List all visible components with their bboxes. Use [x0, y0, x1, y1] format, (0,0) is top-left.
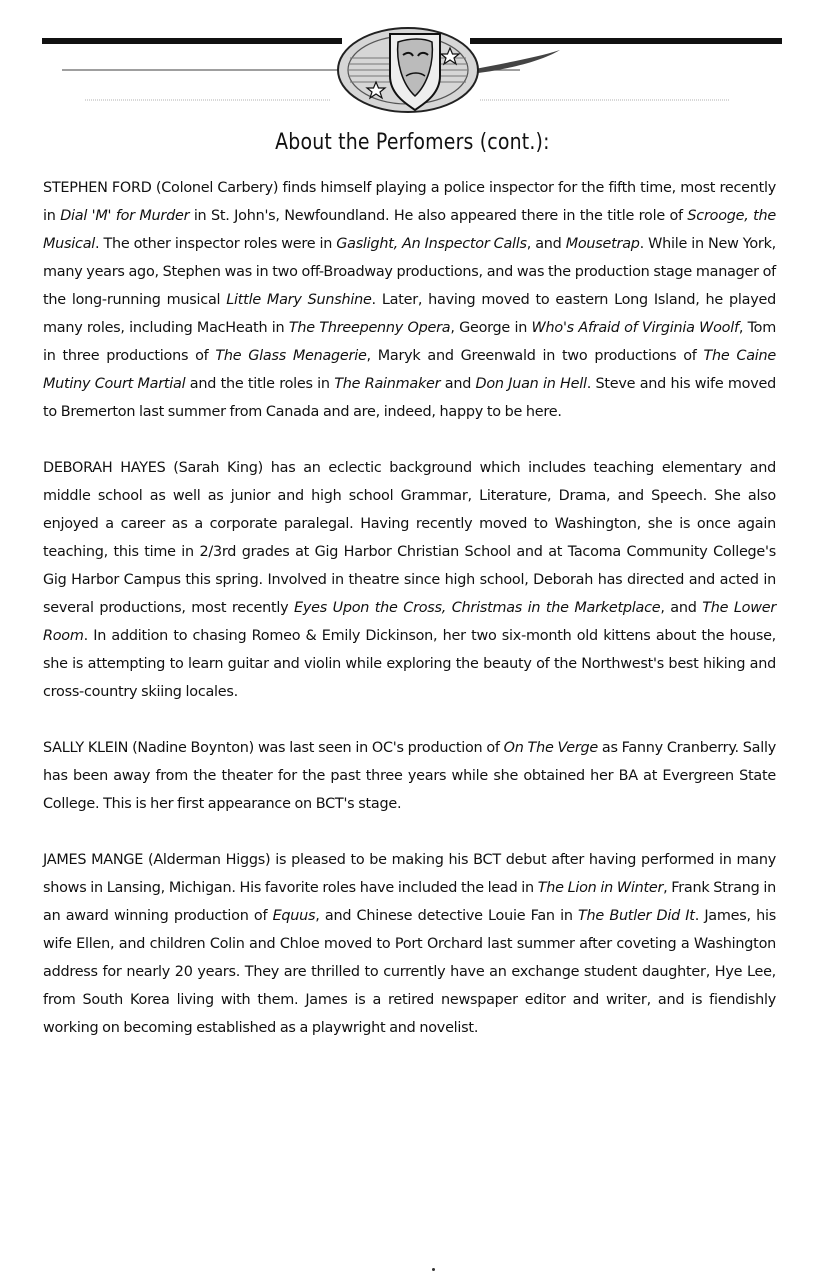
page-header [0, 0, 825, 130]
bio-text: SALLY KLEIN (Nadine Boynton) was last seen in OC's production of [43, 740, 504, 756]
bio-title-text: Little Mary Sunshine [226, 292, 372, 308]
bio-sally-klein [43, 734, 776, 818]
bio-text: , George in [450, 320, 532, 336]
bio-title-text: The Rainmaker [334, 376, 441, 392]
bio-text: , and Chinese detective Louie Fan in [315, 908, 578, 924]
bio-text: in St. John's, Newfoundland. He also appeared there in the title role of [189, 208, 688, 224]
bio-text: . In addition to chasing Romeo & Emily Dickinson, her two six-month old kittens about the house, she is attempting to learn guitar and violin while exploring the beauty of the Northwest's best hiking and cross-country skiing locales. [43, 628, 776, 700]
bio-title-text: Don Juan in Hell [475, 376, 587, 392]
bio-title-text: The Glass Menagerie [215, 348, 367, 364]
bio-text: and [440, 376, 476, 392]
bio-title-text: Scrooge, the Musical [43, 208, 776, 252]
theatre-emblem-graphic [0, 0, 825, 130]
performer-bios [43, 174, 776, 1070]
bio-text: . Steve and his wife moved to Bremerton last summer from Canada and are, indeed, happy to be here. [43, 376, 776, 420]
bio-text: . James, his wife Ellen, and children Colin and Chloe moved to Port Orchard last summer after coveting a Washington address for nearly 20 years. They are thrilled to currently have an exchange student daughter, Hye Lee, from South Korea living with them. James is a retired newspaper editor and writer, and is fiendishly working on becoming established as a playwright and novelist. [43, 908, 776, 1036]
bio-title-text: The Lower Room [43, 600, 776, 644]
bio-text: , and [526, 236, 566, 252]
bio-title-text: Who's Afraid of Virginia Woolf [531, 320, 739, 336]
bio-text: . The other inspector roles were in [95, 236, 337, 252]
bio-title-text: Dial 'M' for Murder [60, 208, 190, 224]
page-mark [432, 1268, 435, 1271]
bio-title-text: The Caine Mutiny Court Martial [43, 348, 776, 392]
bio-text: , Maryk and Greenwald in two productions of [366, 348, 704, 364]
bio-deborah-hayes [43, 454, 776, 706]
bio-text: , Frank Strang in an award winning production of [43, 880, 776, 924]
bio-title-text: Eyes Upon the Cross, Christmas in the Marketplace [294, 600, 661, 616]
bio-title-text: Gaslight, An Inspector Calls [336, 236, 527, 252]
bio-text: , Tom in three productions of [43, 320, 776, 364]
bio-text: as Fanny Cranberry. Sally has been away from the theater for the past three years while she obtained her BA at Evergreen State College. This is her first appearance on BCT's stage. [43, 740, 777, 812]
bio-text: . While in New York, many years ago, Stephen was in two off-Broadway productions, and was the production stage manager of the long-running musical [43, 236, 776, 308]
bio-james-mange [43, 846, 776, 1042]
bio-title-text: The Butler Did It [578, 908, 695, 924]
bio-title-text: Mousetrap [565, 236, 640, 252]
bio-stephen-ford [43, 174, 776, 426]
bio-text: JAMES MANGE (Alderman Higgs) is pleased to be making his BCT debut after having performed in many shows in Lansing, Michigan. His favorite roles have included the lead in [43, 852, 776, 896]
bio-text: and the title roles in [185, 376, 335, 392]
page-title: About the Perfomers (cont.): [275, 130, 550, 155]
bio-text: . Later, having moved to eastern Long Island, he played many roles, including MacHeath in [43, 292, 776, 336]
bio-title-text: The Threepenny Opera [288, 320, 451, 336]
bio-title-text: On The Verge [503, 740, 598, 756]
bio-title-text: The Lion in Winter [537, 880, 664, 896]
bio-title-text: Equus [272, 908, 316, 924]
bio-text: STEPHEN FORD (Colonel Carbery) finds himself playing a police inspector for the fifth time, most recently in [43, 180, 776, 224]
bio-text: , and [660, 600, 703, 616]
bio-text: DEBORAH HAYES (Sarah King) has an eclectic background which includes teaching elementary and middle school as well as junior and high school Grammar, Literature, Drama, and Speech. She also enjoyed a career as a corporate paralegal. Having recently moved to Washington, she is once again teaching, this time in 2/3rd grades at Gig Harbor Christian School and at Tacoma Community College's Gig Harbor Campus this spring. Involved in theatre since high school, Deborah has directed and acted in several productions, most recently [43, 460, 776, 616]
